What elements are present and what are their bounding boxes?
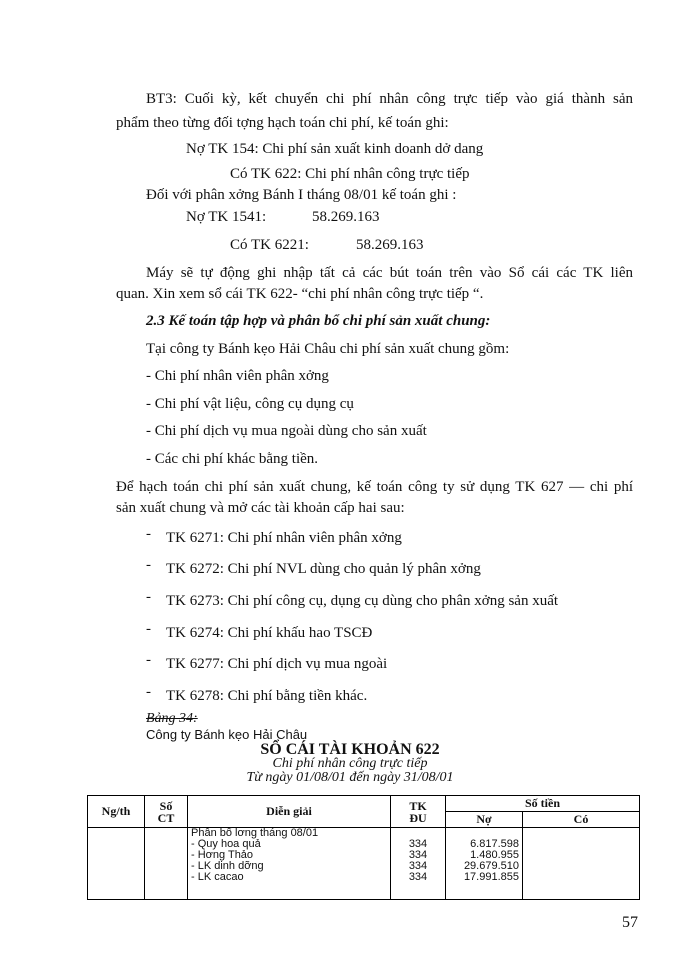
intro-text: Tại công ty Bánh kẹo Hải Châu chi phí sản xuất chung gồm: xyxy=(146,341,510,357)
row-contra: 334 xyxy=(408,849,428,861)
row-contra: 334 xyxy=(408,871,428,883)
ledger-title: SỔ CÁI TÀI KHOẢN 622 xyxy=(260,741,440,758)
account-item: TK 6274: Chi phí khấu hao TSCĐ xyxy=(166,625,373,641)
section-heading: 2.3 Kế toán tập hợp và phân bổ chi phí sản xuất chung: xyxy=(146,313,491,329)
paragraph-line: BT3: Cuối kỳ, kết chuyển chi phí nhân công trực tiếp vào giá thành sản xyxy=(146,91,633,107)
bullet-marker: - xyxy=(146,526,151,542)
row-debit: 1.480.955 xyxy=(470,849,519,861)
description-cell xyxy=(188,828,391,900)
table-row xyxy=(88,828,640,900)
debit-cell xyxy=(446,828,523,900)
col-header-doc-no: Số CT xyxy=(145,796,188,828)
col-header-contra: TK ĐU xyxy=(391,796,446,828)
row-description: - LK cacao xyxy=(191,871,244,883)
credit-cell xyxy=(523,828,640,900)
paragraph-line: phẩm theo từng đối tợng hạch toán chi phí, kế toán ghi: xyxy=(116,115,449,131)
row-description: - Quy hoa quả xyxy=(191,838,261,850)
account-item: TK 6271: Chi phí nhân viên phân xởng xyxy=(166,530,402,546)
ledger-subtitle: Chi phí nhân công trực tiếp xyxy=(272,756,428,771)
ledger-table xyxy=(87,795,640,900)
account-item: TK 6272: Chi phí NVL dùng cho quản lý phân xởng xyxy=(166,561,481,577)
bullet-marker: - xyxy=(146,652,151,668)
row-description: - LK dinh dỡng xyxy=(191,860,264,872)
col-header-description: Diễn giải xyxy=(188,796,391,828)
col-header-date: Ng/th xyxy=(88,796,145,828)
row-debit: 6.817.598 xyxy=(470,838,519,850)
bullet-marker: - xyxy=(146,589,151,605)
paragraph-line: quan. Xin xem sổ cái TK 622- “chi phí nhân công trực tiếp “. xyxy=(116,286,484,302)
date-cell xyxy=(88,828,145,900)
journal-debit-amount: 58.269.163 xyxy=(312,209,380,225)
journal-credit-amount: 58.269.163 xyxy=(356,237,424,253)
workshop-line: Đối với phân xởng Bánh I tháng 08/01 kế toán ghi : xyxy=(146,187,457,203)
account-item: TK 6277: Chi phí dịch vụ mua ngoài xyxy=(166,656,388,672)
contra-cell xyxy=(391,828,446,900)
bullet-marker: - xyxy=(146,684,151,700)
journal-debit: Nợ TK 154: Chi phí sản xuất kinh doanh dở dang xyxy=(186,141,484,157)
row-debit: 17.991.855 xyxy=(463,871,519,883)
row-contra: 334 xyxy=(408,860,428,872)
paragraph-line: Để hạch toán chi phí sản xuất chung, kế toán công ty sử dụng TK 627 — chi phí xyxy=(116,479,633,495)
page-number: 57 xyxy=(622,914,638,931)
col-header-debit: Nợ xyxy=(446,812,523,828)
list-item: - Chi phí nhân viên phân xởng xyxy=(146,368,329,384)
row-debit: 29.679.510 xyxy=(463,860,519,872)
list-item: - Các chi phí khác bằng tiền. xyxy=(146,451,319,467)
doc-no-cell xyxy=(145,828,188,900)
list-item: - Chi phí vật liệu, công cụ dụng cụ xyxy=(146,396,354,412)
group-label: Phân bổ lơng tháng 08/01 xyxy=(191,827,319,839)
col-header-credit: Có xyxy=(523,812,640,828)
bullet-marker: - xyxy=(146,557,151,573)
account-item: TK 6278: Chi phí bằng tiền khác. xyxy=(166,688,368,704)
paragraph-line: Máy sẽ tự động ghi nhập tất cả các bút toán trên vào Sổ cái các TK liên xyxy=(146,265,633,281)
row-description: - Hơng Thảo xyxy=(191,849,254,861)
bullet-marker: - xyxy=(146,621,151,637)
list-item: - Chi phí dịch vụ mua ngoài dùng cho sản xuất xyxy=(146,423,427,439)
company-name: Công ty Bánh kẹo Hải Châu xyxy=(146,727,308,742)
journal-credit-account: Có TK 6221: xyxy=(230,237,309,253)
table-label: Bảng 34: xyxy=(146,711,198,726)
row-contra: 334 xyxy=(408,838,428,850)
ledger-period: Từ ngày 01/08/01 đến ngày 31/08/01 xyxy=(246,770,454,785)
paragraph-line: sản xuất chung và mở các tài khoản cấp hai sau: xyxy=(116,500,405,516)
journal-credit: Có TK 622: Chi phí nhân công trực tiếp xyxy=(230,166,470,182)
account-item: TK 6273: Chi phí công cụ, dụng cụ dùng cho phân xởng sản xuất xyxy=(166,593,559,609)
journal-debit-account: Nợ TK 1541: xyxy=(186,209,267,225)
col-header-amount: Số tiền xyxy=(446,796,640,812)
